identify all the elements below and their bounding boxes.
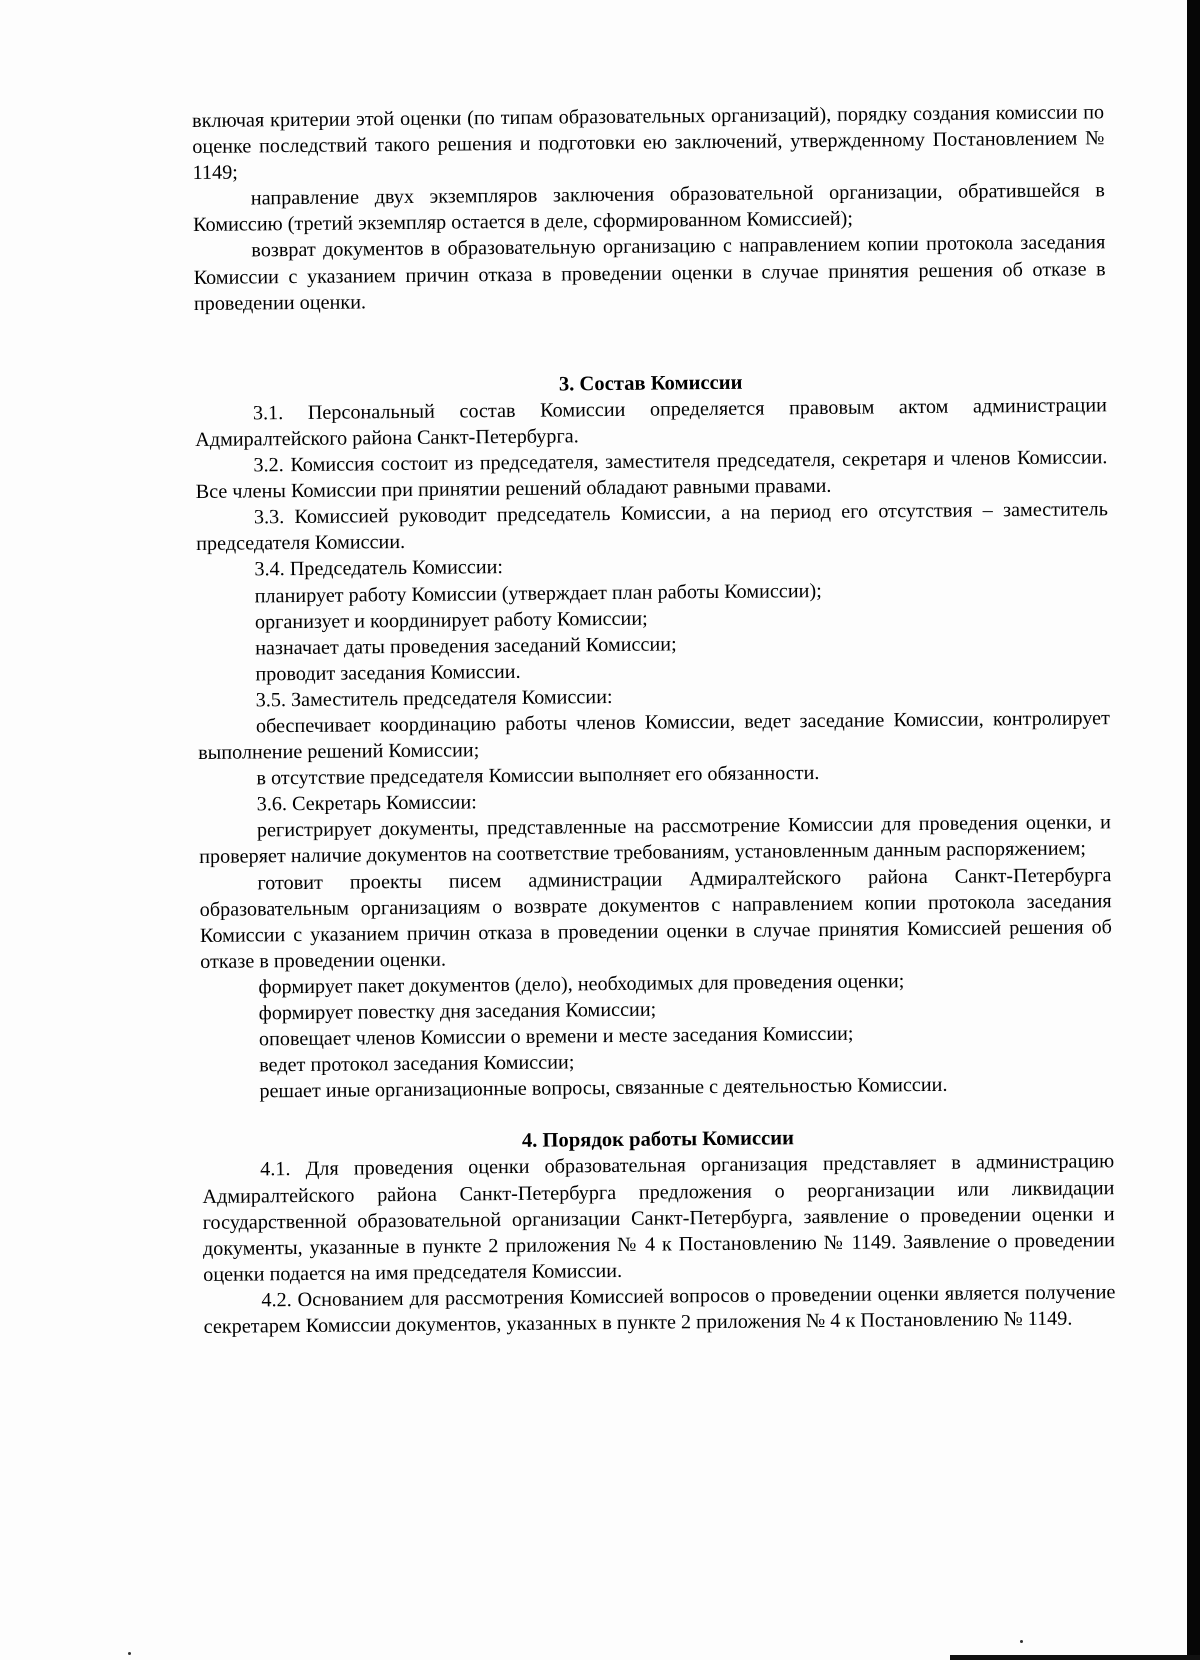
secretary-duty-item: оповещает членов Комиссии о времени и месте заседания Комиссии; xyxy=(258,1022,854,1051)
scan-border-bottom xyxy=(950,1655,1200,1660)
secretary-duty-item: формирует повестку дня заседания Комиссии; xyxy=(258,998,657,1025)
deputy-duty-item: в отсутствие председателя Комиссии выполняет его обязанности. xyxy=(256,762,820,790)
deputy-duty-item: обеспечивает координацию работы членов Комиссии, ведет заседание Комиссии, контролирует выполнение решений Комиссии; xyxy=(198,707,1111,765)
chairman-duty-item: проводит заседания Комиссии. xyxy=(255,660,521,686)
scan-speck xyxy=(128,1652,131,1655)
section-4-heading: 4. Порядок работы Комиссии xyxy=(521,1127,795,1153)
clause-4-2: 4.2. Основанием для рассмотрения Комиссией вопросов о проведении оценки является получение секретарем Комиссии документов, указанных в пункте 2 приложения № 4 к Постановлению № 1149. xyxy=(203,1281,1116,1338)
clause-3-2: 3.2. Комиссия состоит из председателя, заместителя председателя, секретаря и членов Комиссии. Все члены Комиссии при принятии решений обладают равными правами. xyxy=(195,446,1108,504)
chairman-duty-item: планирует работу Комиссии (утверждает план работы Комиссии); xyxy=(254,579,822,607)
intro-paragraph-2: направление двух экземпляров заключения образовательной организации, обратившейся в Комиссию (третий экземпляр остается в деле, сформированном Комиссией); xyxy=(193,179,1105,237)
chairman-duty-item: организует и координирует работу Комиссии; xyxy=(254,607,648,634)
secretary-duty-item: регистрирует документы, представленные на рассмотрение Комиссии для проведения оценки, и проверяет наличие документов на соответствие требованиям, установленным данным распоряжением; xyxy=(199,811,1112,869)
clause-3-4: 3.4. Председатель Комиссии: xyxy=(254,556,504,581)
clause-4-1: 4.1. Для проведения оценки образовательная организация представляет в администрацию Адмиралтейского района Санкт-Петербурга предложения о реорганизации или ликвидации государственной образовательной организации Санкт-Петербурга, заявление о проведении оценки и документы, указанные в пункте 2 приложения № 4 к Постановлению № 1149. Заявление о проведении оценки подается на имя председателя Комиссии. xyxy=(202,1150,1116,1286)
intro-paragraph-1: включая критерии этой оценки (по типам образовательных организаций), порядку создания комиссии по оценке последствий такого решения и подготовки ею заключений, утвержденному Постановлением № 1149; xyxy=(192,101,1105,185)
section-spacer xyxy=(194,308,1107,375)
section-3-heading: 3. Состав Комиссии xyxy=(558,371,743,396)
document-body xyxy=(192,99,1116,1340)
clause-3-6: 3.6. Секретарь Комиссии: xyxy=(256,791,477,816)
chairman-duty-item: назначает даты проведения заседаний Комиссии; xyxy=(255,633,677,660)
clause-3-5: 3.5. Заместитель председателя Комиссии: xyxy=(255,685,613,712)
clause-3-3: 3.3. Комиссией руководит председатель Комиссии, а на период его отсутствия – заместитель председателя Комиссии. xyxy=(196,498,1109,556)
clause-3-1: 3.1. Персональный состав Комиссии определяется правовым актом администрации Адмиралтейского района Санкт-Петербурга. xyxy=(195,394,1107,451)
secretary-duty-item: решает иные организационные вопросы, связанные с деятельностью Комиссии. xyxy=(259,1074,948,1103)
secretary-duty-item: ведет протокол заседания Комиссии; xyxy=(259,1051,575,1077)
secretary-duty-item: готовит проекты писем администрации Адмиралтейского района Санкт-Петербурга образовательным организациям о возврате документов с направлением копии протокола заседания Комиссии с указанием причин отказа в проведении оценки в случае принятия Комиссией решения об отказе в проведении оценки. xyxy=(199,863,1113,973)
scan-speck xyxy=(1020,1640,1023,1643)
scan-border-right xyxy=(1187,0,1200,1660)
secretary-duty-item: формирует пакет документов (дело), необходимых для проведения оценки; xyxy=(258,970,905,999)
intro-paragraph-3: возврат документов в образовательную организацию с направлением копии протокола заседания Комиссии с указанием причин отказа в проведении оценки в случае принятия решения об отказе в проведении оценки. xyxy=(193,231,1106,315)
